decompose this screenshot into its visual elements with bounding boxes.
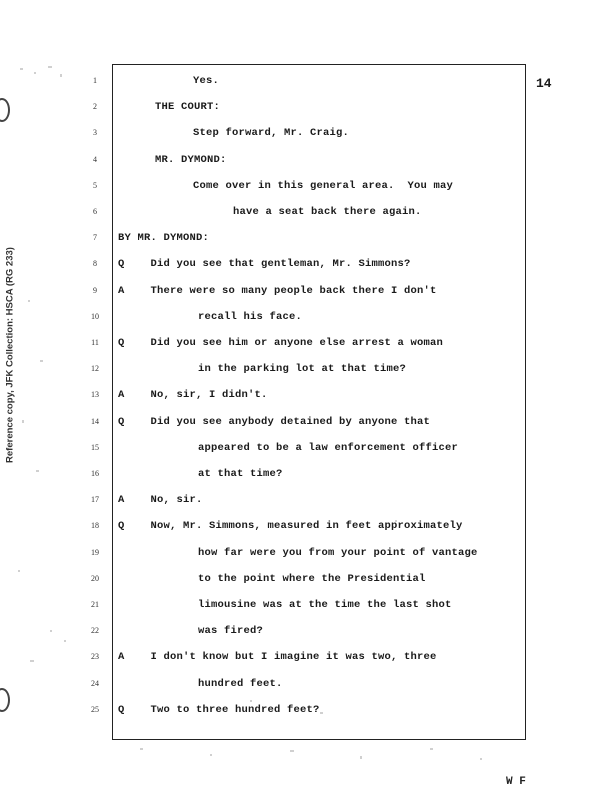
transcript-line [0, 414, 612, 430]
transcript-line [0, 623, 612, 639]
line-text: to the point where the Presidential [198, 572, 426, 585]
line-text: A There were so many people back there I don't [118, 284, 437, 297]
line-text: Step forward, Mr. Craig. [193, 127, 350, 140]
line-number: 18 [91, 521, 99, 531]
transcript-line [0, 466, 612, 482]
line-number: 11 [91, 338, 99, 347]
line-text: A No, sir. [118, 494, 203, 507]
line-number: 21 [91, 600, 99, 609]
line-number: 25 [91, 704, 99, 714]
line-number: 16 [91, 469, 99, 478]
line-text: at that time? [198, 468, 283, 480]
transcript-line [0, 571, 612, 587]
line-text: A I don't know but I imagine it was two, three [118, 651, 437, 664]
line-text: Yes. [193, 75, 220, 87]
line-text: A No, sir, I didn't. [118, 389, 268, 402]
line-number: 20 [91, 573, 99, 583]
line-text: Q Did you see him or anyone else arrest a woman [118, 337, 444, 349]
line-text: appeared to be a law enforcement officer [198, 441, 459, 454]
transcript-line [0, 702, 612, 718]
line-number: 4 [93, 154, 97, 164]
transcript-line [0, 256, 612, 272]
line-number: 12 [91, 364, 99, 374]
line-text: was fired? [198, 625, 264, 638]
line-number: 10 [91, 311, 99, 321]
transcript-line [0, 309, 612, 325]
line-number: 17 [91, 495, 99, 505]
transcript-line [0, 597, 612, 613]
transcript-line [0, 125, 612, 141]
line-text: in the parking lot at that time? [198, 363, 407, 376]
reference-stamp-text: Reference copy, JFK Collection: HSCA (RG 233) [4, 247, 16, 463]
line-text: THE COURT: [155, 101, 221, 114]
line-text: BY MR. DYMOND: [118, 232, 210, 245]
transcript-line [0, 492, 612, 508]
line-number: 23 [91, 652, 99, 662]
line-number: 22 [91, 626, 99, 636]
line-number: 9 [93, 285, 97, 295]
line-number: 13 [91, 390, 99, 400]
line-text: Q Did you see that gentleman, Mr. Simmons? [118, 258, 411, 271]
transcript-line [0, 178, 612, 194]
line-text: limousine was at the time the last shot [198, 599, 452, 611]
line-text: how far were you from your point of vantage [198, 546, 478, 559]
line-text: Come over in this general area. You may [193, 179, 454, 192]
transcript-line [0, 440, 612, 456]
line-number: 2 [93, 102, 97, 112]
line-number: 3 [93, 128, 97, 138]
line-text: recall his face. [198, 310, 303, 323]
transcript-line [0, 152, 612, 168]
line-text: Q Now, Mr. Simmons, measured in feet approximately [118, 520, 463, 533]
transcript-line [0, 283, 612, 299]
transcript-line [0, 335, 612, 351]
page-number: 14 [536, 76, 552, 91]
line-number: 8 [93, 259, 97, 269]
transcript-line [0, 518, 612, 534]
footer-mark: W F [506, 776, 526, 788]
line-text: Q Two to three hundred feet? [118, 703, 320, 716]
transcript-line [0, 230, 612, 246]
line-number: 19 [91, 547, 99, 557]
line-number: 5 [93, 180, 97, 190]
line-text: have a seat back there again. [233, 206, 422, 218]
transcript-line [0, 387, 612, 403]
transcript-line [0, 545, 612, 561]
line-text: Q Did you see anybody detained by anyone that [118, 415, 431, 428]
line-number: 24 [91, 678, 99, 688]
transcript-line [0, 676, 612, 692]
transcript-line [0, 73, 612, 89]
transcript-line [0, 99, 612, 115]
line-number: 15 [91, 442, 99, 452]
transcript-line [0, 649, 612, 665]
transcript-line [0, 361, 612, 377]
line-number: 14 [91, 416, 99, 426]
line-text: hundred feet. [198, 677, 283, 690]
line-number: 6 [93, 207, 97, 216]
transcript-line [0, 204, 612, 220]
line-number: 7 [93, 233, 97, 243]
line-number: 1 [93, 76, 97, 85]
line-text: MR. DYMOND: [155, 153, 227, 166]
